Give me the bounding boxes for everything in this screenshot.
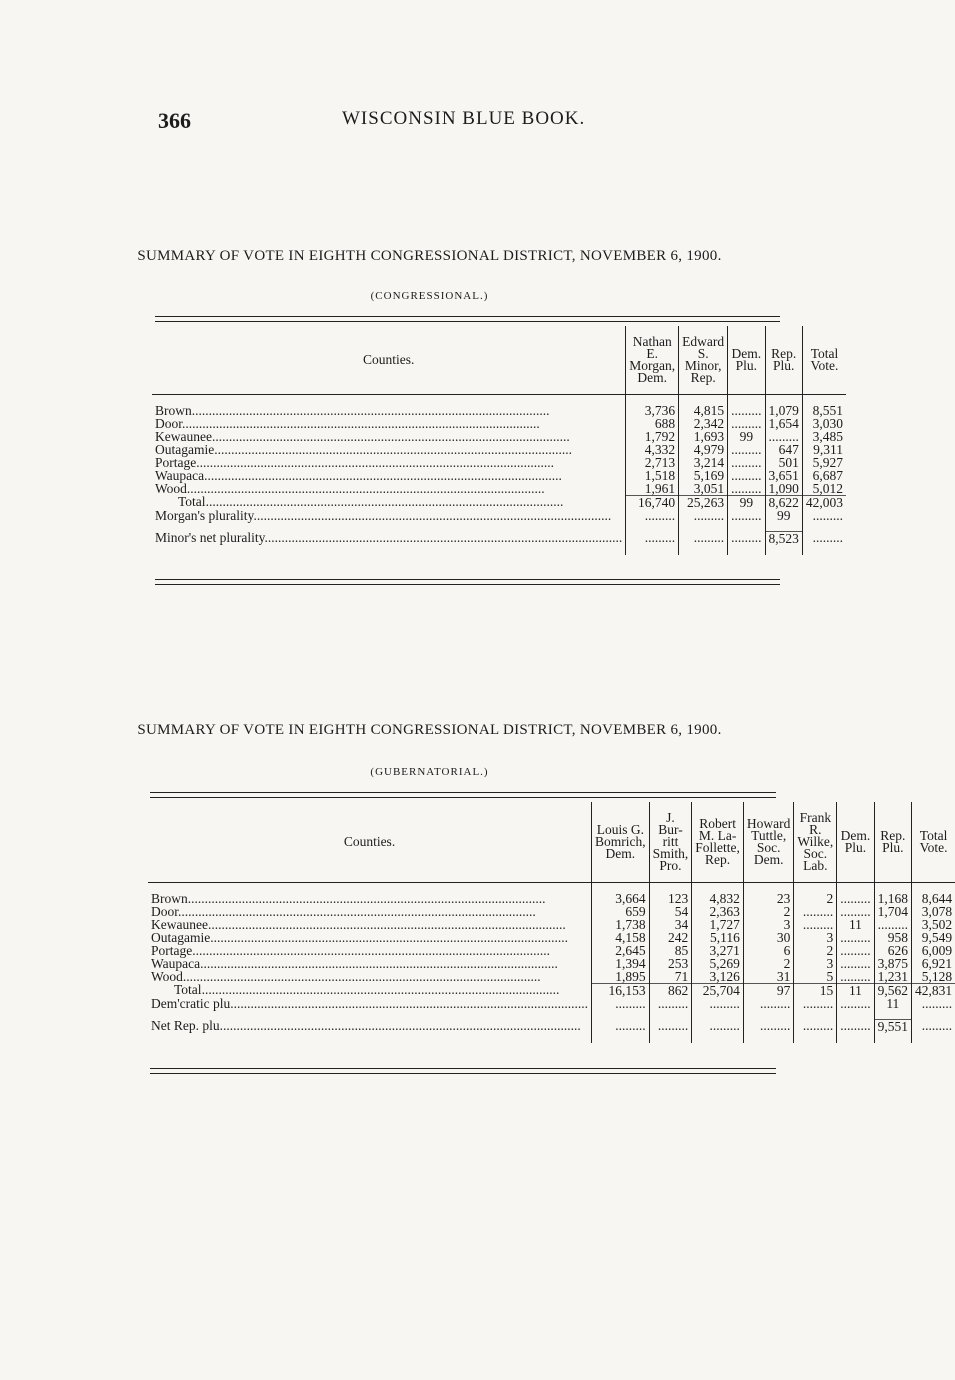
leader-dots: ......... [794,997,837,1010]
county-name [152,509,626,522]
county-label: Door [155,415,182,431]
vote-cell: 3,214 [679,456,728,469]
vote-cell: 11 [837,918,874,931]
total-cell: 97 [743,983,794,997]
column-header [912,802,955,882]
header-line: Vote. [919,839,948,855]
vote-cell: 5,128 [912,970,955,984]
leader-dots: .......................................................................................................... [214,441,572,457]
table-row [148,957,955,970]
vote-cell: 71 [649,970,692,984]
header-line: J. Bur- [658,809,683,837]
leader-dots: .......................................................................................................... [264,530,623,546]
vote-cell: 2 [743,957,794,970]
leader-dots: .......................................................................................................... [230,995,589,1011]
vote-cell: 5,927 [802,456,846,469]
vote-cell: 5,012 [802,482,846,496]
vote-cell: 1,895 [592,970,650,984]
leader-dots: ......... [837,997,874,1010]
vote-cell: 242 [649,931,692,944]
county-name [148,970,592,984]
leader-dots: ......... [743,1019,794,1033]
leader-dots: .......................................................................................................... [178,903,536,919]
net-plurality-row [148,1019,955,1033]
leader-dots: .......................................................................................................... [200,955,558,971]
vote-cell: 3,051 [679,482,728,496]
vote-cell: 123 [649,892,692,905]
vote-cell: 1,231 [874,970,911,984]
leader-dots: ......... [837,970,874,984]
vote-cell: 1,079 [765,404,802,417]
plurality-row [148,997,955,1010]
vote-cell: 3,078 [912,905,955,918]
vote-cell: 3,875 [874,957,911,970]
gubernatorial-title: SUMMARY OF VOTE IN EIGHTH CONGRESSIONAL DISTRICT, NOVEMBER 6, 1900. [137,722,722,738]
leader-dots: ......... [728,443,765,456]
total-cell: 25,263 [679,495,728,509]
column-header [765,326,802,394]
running-title: WISCONSIN BLUE BOOK. [342,108,586,129]
county-name [152,495,626,509]
leader-dots: ......... [802,509,846,522]
leader-dots: ......... [728,531,765,545]
header-line: Plu. [844,839,867,855]
column-header [743,802,794,882]
column-header [649,802,692,882]
county-label: Brown [151,890,188,906]
vote-cell: 6 [743,944,794,957]
county-name [152,531,626,545]
table-body [148,882,955,1043]
leader-dots: ......... [679,509,728,522]
leader-dots: ......... [626,509,679,522]
gubernatorial-vote-table [148,802,955,1043]
vote-cell: 9,549 [912,931,955,944]
total-row [152,495,846,509]
header-line: ritt [662,833,679,849]
top-double-rule [150,797,776,798]
vote-cell: 501 [765,456,802,469]
leader-dots: ......... [794,918,837,931]
plurality-cell: 99 [765,509,802,522]
header-line: Total [919,827,948,843]
leader-dots: .......................................................................................................... [253,507,612,523]
vote-cell: 54 [649,905,692,918]
vote-cell: 1,518 [626,469,679,482]
vote-cell: 3,030 [802,417,846,430]
vote-cell: 9,311 [802,443,846,456]
table-row [152,482,846,496]
vote-cell: 1,727 [692,918,744,931]
column-header [794,802,837,882]
total-cell: 42,831 [912,983,955,997]
county-label: Kewaunee [155,428,212,444]
vote-cell: 8,644 [912,892,955,905]
county-label: Brown [155,402,192,418]
header-line: Follette, [695,839,740,855]
congressional-title: SUMMARY OF VOTE IN EIGHTH CONGRESSIONAL DISTRICT, NOVEMBER 6, 1900. [137,248,722,264]
county-label: Wood [151,968,183,984]
total-cell: 15 [794,983,837,997]
vote-cell: 3,485 [802,430,846,443]
county-name [152,482,626,496]
leader-dots: .......................................................................................................... [191,402,550,418]
header-line: Smith, [652,845,689,861]
column-header [837,802,874,882]
leader-dots: ......... [728,469,765,482]
total-cell: 42,003 [802,495,846,509]
column-header [592,802,650,882]
congressional-subtitle: (CONGRESSIONAL.) [370,290,489,302]
county-label: Morgan's plurality [155,507,254,523]
leader-dots: .......................................................................................................... [223,1018,581,1034]
vote-cell: 30 [743,931,794,944]
leader-dots: ......... [874,918,911,931]
leader-dots: .......................................................................................................... [211,428,570,444]
county-name [148,1019,592,1033]
vote-cell: 4,158 [592,931,650,944]
header-line: Robert [699,815,736,831]
header-line: Morgan, [629,357,676,373]
county-name [148,997,592,1010]
vote-cell: 3 [743,918,794,931]
top-double-rule [155,321,780,322]
leader-dots: ......... [728,417,765,430]
header-line: Dem. [731,345,762,361]
vote-cell: 85 [649,944,692,957]
vote-cell: 3,651 [765,469,802,482]
header-line: Soc. [756,839,781,855]
header-line: Rep. [880,827,906,843]
vote-cell: 3,271 [692,944,744,957]
vote-cell: 1,961 [626,482,679,496]
header-line: Lab. [803,857,828,873]
vote-cell: 4,979 [679,443,728,456]
bottom-double-rule [150,1068,776,1069]
vote-cell: 99 [728,430,765,443]
header-line: Soc. [803,845,828,861]
leader-dots: ......... [837,931,874,944]
county-label: Total [174,982,202,998]
leader-dots: ......... [794,905,837,918]
vote-cell: 958 [874,931,911,944]
header-line: Plu. [773,357,795,373]
leader-dots: ......... [679,531,728,545]
vote-cell: 2,713 [626,456,679,469]
leader-dots: ......... [649,1019,692,1033]
header-line: M. La- [698,827,737,843]
vote-cell: 2,645 [592,944,650,957]
table-row [148,970,955,984]
leader-dots: ......... [728,482,765,496]
total-cell: 16,740 [626,495,679,509]
leader-dots: .......................................................................................................... [201,982,560,998]
vote-cell: 5,116 [692,931,744,944]
column-header [679,326,728,394]
vote-cell: 2 [794,944,837,957]
vote-cell: 2 [743,905,794,918]
table-row [152,469,846,482]
header-line: Plu. [735,357,758,373]
header-line: Nathan E. [632,333,672,361]
header-line: Tuttle, [751,827,787,843]
leader-dots: ......... [837,892,874,905]
leader-dots: .......................................................................................................... [187,890,546,906]
vote-cell: 659 [592,905,650,918]
net-plurality-row [152,531,846,545]
leader-dots: ......... [802,531,846,545]
header-line: Frank R. [799,809,832,837]
vote-cell: 6,921 [912,957,955,970]
header-line: Edward S. [682,333,725,361]
column-header [802,326,846,394]
header-line: Wilke, [797,833,834,849]
total-cell: 9,562 [874,983,911,997]
total-cell: 11 [837,983,874,997]
vote-cell: 2 [794,892,837,905]
county-label: Waupaca [155,467,205,483]
county-label: Portage [155,454,197,470]
vote-cell: 6,009 [912,944,955,957]
header-line: Rep. [690,369,716,385]
leader-dots: .......................................................................................................... [205,494,564,510]
leader-dots: ......... [728,509,765,522]
county-label: Outagamie [151,929,211,945]
header-line: Louis G. [596,821,644,837]
leader-dots: ......... [728,456,765,469]
vote-cell: 1,090 [765,482,802,496]
total-cell: 25,704 [692,983,744,997]
county-label: Waupaca [151,955,201,971]
vote-cell: 4,332 [626,443,679,456]
leader-dots: .......................................................................................................... [182,415,540,431]
vote-cell: 3,736 [626,404,679,417]
column-header [874,802,911,882]
leader-dots: ......... [649,997,692,1010]
leader-dots: ......... [592,1019,650,1033]
vote-cell: 253 [649,957,692,970]
leader-dots: ......... [837,957,874,970]
top-double-rule [155,316,780,317]
county-label: Total [178,494,206,510]
vote-cell: 4,815 [679,404,728,417]
county-name [148,983,592,997]
vote-cell: 647 [765,443,802,456]
leader-dots: .......................................................................................................... [196,454,554,470]
vote-cell: 1,394 [592,957,650,970]
column-header [728,326,765,394]
bottom-double-rule [155,584,780,585]
vote-cell: 1,654 [765,417,802,430]
header-line: Dem. [753,851,784,867]
vote-cell: 8,551 [802,404,846,417]
congressional-vote-table [152,326,846,555]
vote-cell: 3,664 [592,892,650,905]
header-line: Total [810,345,839,361]
county-label: Outagamie [155,441,215,457]
leader-dots: .......................................................................................................... [207,916,566,932]
total-row [148,983,955,997]
header-line: Dem. [840,827,871,843]
counties-header: Counties. [152,326,626,394]
county-label: Wood [155,480,187,496]
total-cell: 862 [649,983,692,997]
leader-dots: ......... [765,430,802,443]
vote-cell: 626 [874,944,911,957]
header-line: Howard [746,815,791,831]
vote-cell: 31 [743,970,794,984]
header-line: Minor, [684,357,722,373]
vote-cell: 23 [743,892,794,905]
total-cell: 8,622 [765,495,802,509]
bottom-double-rule [150,1073,776,1074]
county-label: Door [151,903,178,919]
leader-dots: .......................................................................................................... [204,467,562,483]
page-number: 366 [158,108,191,133]
vote-cell: 4,832 [692,892,744,905]
county-label: Minor's net plurality [155,530,265,546]
leader-dots: .......................................................................................................... [192,942,550,958]
plurality-cell: 11 [874,997,911,1010]
county-label: Dem'cratic plu [151,995,231,1011]
header-line: Bomrich, [595,833,646,849]
vote-cell: 2,342 [679,417,728,430]
vote-cell: 1,704 [874,905,911,918]
vote-cell: 34 [649,918,692,931]
total-cell: 99 [728,495,765,509]
column-header [626,326,679,394]
vote-cell: 3 [794,931,837,944]
vote-cell: 3 [794,957,837,970]
leader-dots: ......... [743,997,794,1010]
gubernatorial-subtitle: (GUBERNATORIAL.) [370,766,489,778]
header-line: Pro. [659,857,682,873]
leader-dots: ......... [626,531,679,545]
total-cell: 16,153 [592,983,650,997]
plurality-row [152,509,846,522]
leader-dots: ......... [592,997,650,1010]
leader-dots: ......... [692,1019,744,1033]
leader-dots: ......... [912,997,955,1010]
net-plurality-cell: 8,523 [765,531,802,545]
vote-cell: 5,169 [679,469,728,482]
vote-cell: 1,792 [626,430,679,443]
county-name [152,469,626,482]
vote-cell: 1,738 [592,918,650,931]
vote-cell: 2,363 [692,905,744,918]
vote-cell: 5 [794,970,837,984]
vote-cell: 3,502 [912,918,955,931]
county-label: Kewaunee [151,916,208,932]
vote-cell: 1,168 [874,892,911,905]
vote-cell: 688 [626,417,679,430]
leader-dots: ......... [837,944,874,957]
leader-dots: ......... [837,905,874,918]
vote-cell: 1,693 [679,430,728,443]
leader-dots: ......... [728,404,765,417]
column-header [692,802,744,882]
leader-dots: ......... [837,1019,874,1033]
county-label: Net Rep. plu. [151,1018,223,1034]
county-label: Portage [151,942,193,958]
header-line: Plu. [882,839,904,855]
header-line: Rep. [771,345,797,361]
vote-cell: 5,269 [692,957,744,970]
leader-dots: ......... [912,1019,955,1033]
header-line: Vote. [810,357,839,373]
leader-dots: .......................................................................................................... [210,929,568,945]
counties-header: Counties. [148,802,592,882]
top-double-rule [150,792,776,793]
net-plurality-cell: 9,551 [874,1019,911,1033]
leader-dots: .......................................................................................................... [182,968,541,984]
table-body [152,394,846,555]
header-line: Rep. [705,851,731,867]
header-line: Dem. [605,845,636,861]
leader-dots: ......... [794,1019,837,1033]
vote-cell: 3,126 [692,970,744,984]
vote-cell: 6,687 [802,469,846,482]
county-name [148,957,592,970]
header-line: Dem. [637,369,668,385]
bottom-double-rule [155,579,780,580]
leader-dots: .......................................................................................................... [186,480,545,496]
leader-dots: ......... [692,997,744,1010]
